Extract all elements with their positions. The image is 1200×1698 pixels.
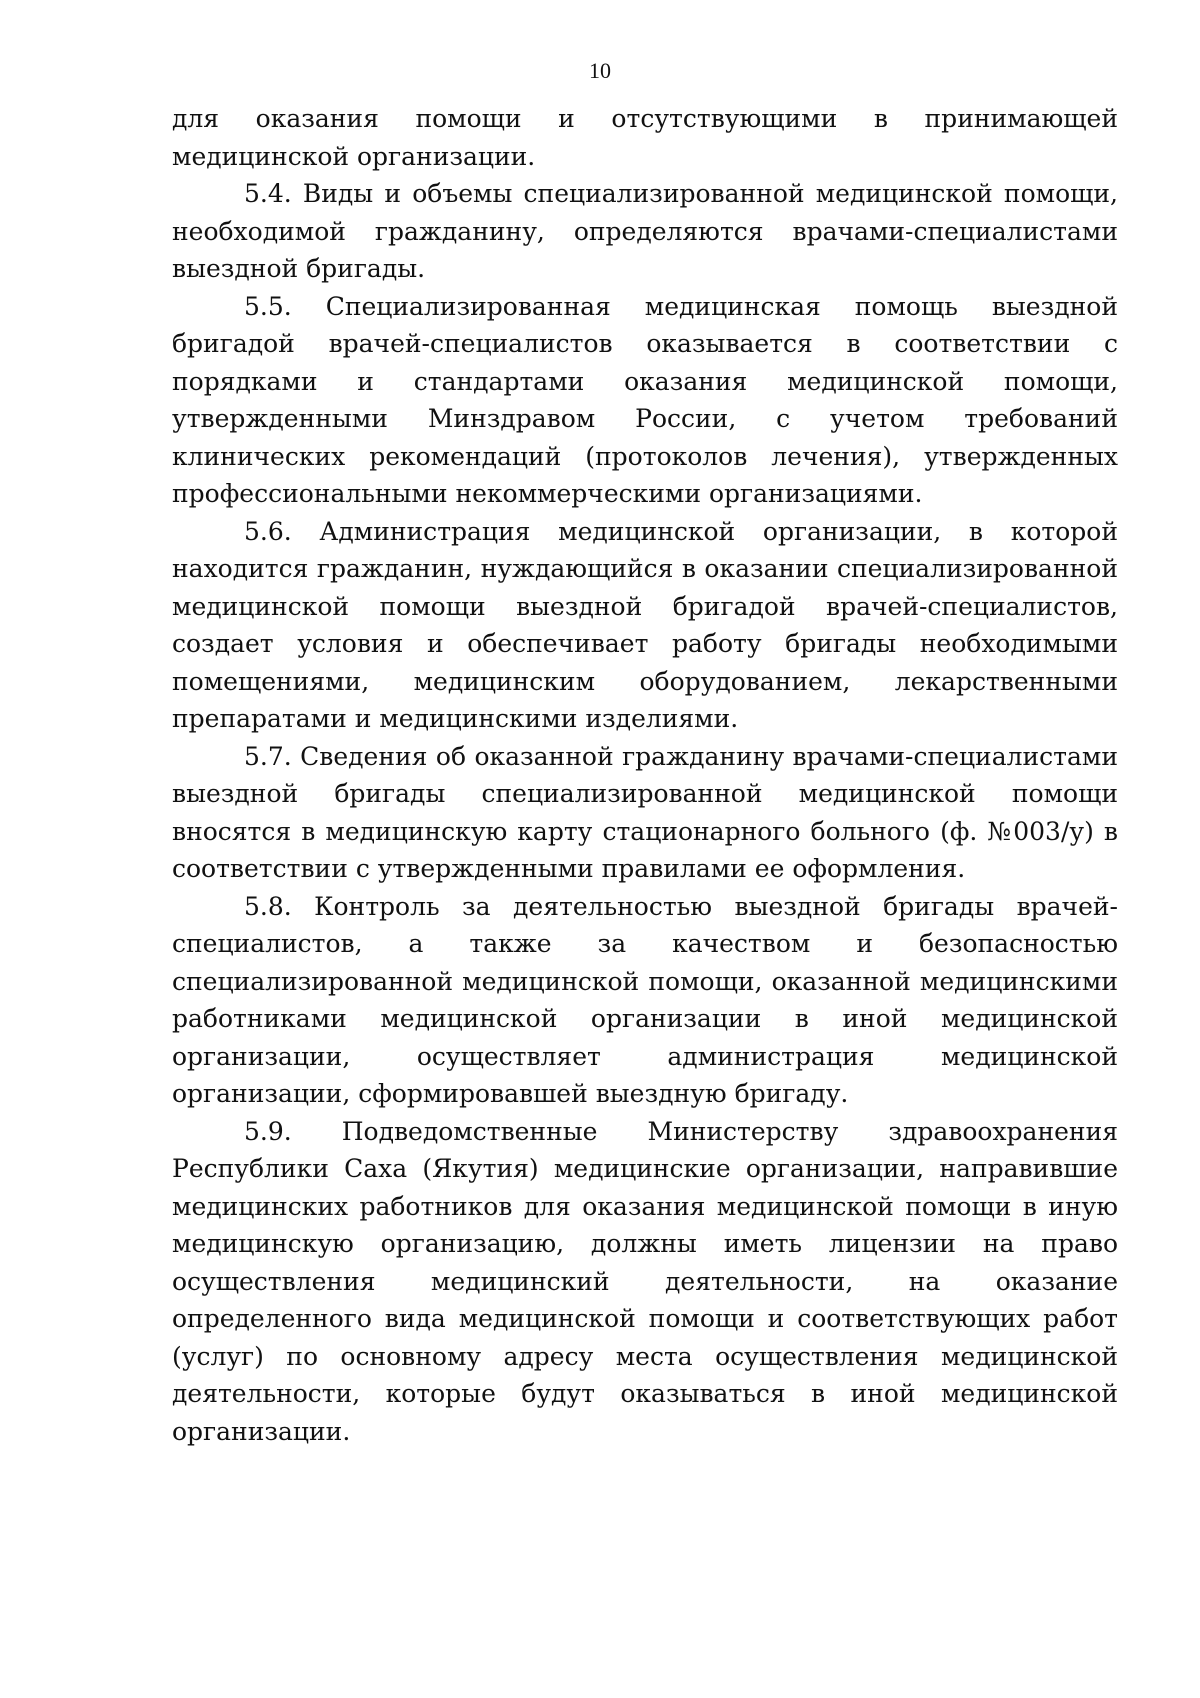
clause-5-4: 5.4. Виды и объемы специализированной медицинской помощи, необходимой гражданину, определяются врачами-специалистами выездной бригады.	[172, 179, 1118, 283]
paragraph-continuation: для оказания помощи и отсутствующими в принимающей медицинской организации.	[172, 104, 1118, 171]
clause-5-8: 5.8. Контроль за деятельностью выездной бригады врачей-специалистов, а также за качеством и безопасностью специализированной медицинской помощи, оказанной медицинскими работниками медицинской организации в иной медицинской организации, осуществляет администрация медицинской организации, сформировавшей выездную бригаду.	[172, 891, 1118, 1108]
document-body	[172, 100, 1118, 1450]
clause-5-9: 5.9. Подведомственные Министерству здравоохранения Республики Саха (Якутия) медицинские организации, направившие медицинских работников для оказания медицинской помощи в иную медицинскую организацию, должны иметь лицензии на право осуществления медицинский деятельности, на оказание определенного вида медицинской помощи и соответствующих работ (услуг) по основному адресу места осуществления медицинской деятельности, которые будут оказываться в иной медицинской организации.	[172, 1116, 1118, 1446]
page-number: 10	[589, 58, 611, 83]
clause-5-5: 5.5. Специализированная медицинская помощь выездной бригадой врачей-специалистов оказывается в соответствии с порядками и стандартами оказания медицинской помощи, утвержденными Минздравом России, с учетом требований клинических рекомендаций (протоколов лечения), утвержденных профессиональными некоммерческими организациями.	[172, 291, 1118, 508]
clause-5-6: 5.6. Администрация медицинской организации, в которой находится гражданин, нуждающийся в оказании специализированной медицинской помощи выездной бригадой врачей-специалистов, создает условия и обеспечивает работу бригады необходимыми помещениями, медицинским оборудованием, лекарственными препаратами и медицинскими изделиями.	[172, 516, 1118, 733]
clause-5-7: 5.7. Сведения об оказанной гражданину врачами-специалистами выездной бригады специализированной медицинской помощи вносятся в медицинскую карту стационарного больного (ф. №003/у) в соответствии с утвержденными правилами ее оформления.	[172, 741, 1118, 883]
